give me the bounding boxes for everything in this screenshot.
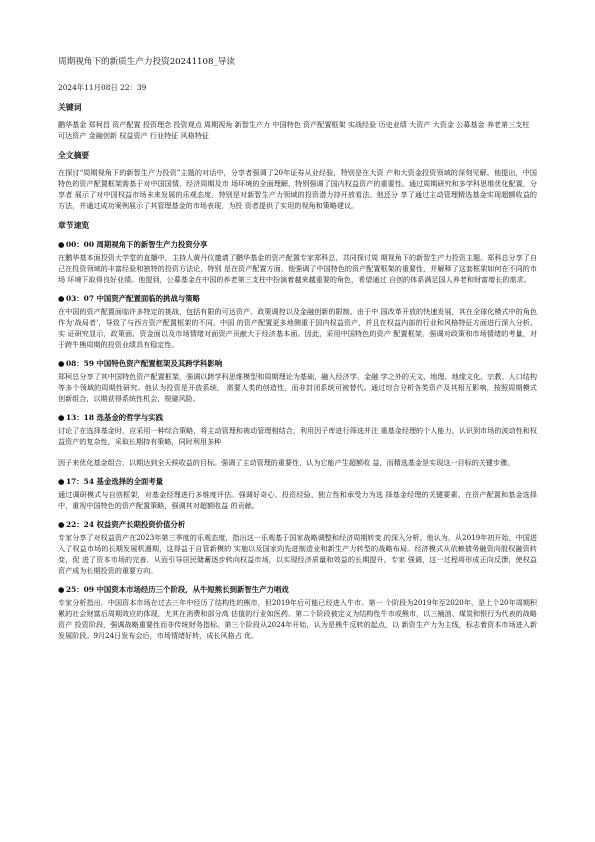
bullet-icon: ●	[58, 585, 65, 594]
chapter-title	[58, 239, 537, 250]
chapter-body: 郑柯总分享了其中国特色资产配置框架，强调以跨学科思维模型和周期理论为基础，融入经济学、金融 学之外的天文、地理、地缘文化、宗教、人口结构等多个领域的周期性研究。他认为投资是开放系统， 需要人类的创造性，而非封闭系统可被替代。通过综合分析各类资产及其相互影响，按照周期模式 创新组合，以期获得系统性机会，规避风险。	[58, 372, 537, 403]
chapter-body: 专家分享了对权益资产在2023年第三季度的乐观态度，指出这一乐观基于国家战略调整和经济周期转变 的深入分析。他认为，从2019年初开始，中国进入了权益市场的长期发展机遇期，这得益于自管新模的 实施以及国家向先进制造业和新生产力转型的战略布局。经济模式从依赖债务融资向股权融资转变，促 进了资本市场的完善，从而引导居民储蓄逐步转向权益市场，以实现经济质量和效益的长期提升。专家 强调，这一过程将形成正向反馈，使权益资产成为长期投资的重要方向。	[58, 533, 537, 575]
chapter-title	[58, 293, 537, 304]
chapter-title-text: 08：59 中国特色资产配置框架及其跨学科影响	[66, 359, 223, 368]
bullet-icon: ●	[58, 413, 65, 422]
chapters-heading: 章节速览	[58, 221, 90, 230]
chapter-title-text: 17：54 基金选择的全面考量	[66, 477, 164, 486]
chapter-body: 在中国的资产配置面临许多特定的挑战，包括有限的可达资产、政策调控以及金融创新的限制。由于中 国改革开放的快速发展，其在全球化模式中的角色作为‘战局者’，导致了与西方资产配置框架的不同。中国 的资产配置更多地侧重于国内权益资产，并且在权益内部的行业和风格特征方面进行深入分析。实 证研究显示，政策面、资金面以及市场情绪对面资产贡献大于经济基本面。因此，采用中国特色的资产 配置框架，强调对政策和市场情绪的考量，对于跨牛熊周期的投资业绩具有稳定性。	[58, 307, 537, 349]
chapter-title	[58, 476, 537, 487]
chapter-item	[58, 519, 537, 576]
chapter-title	[58, 358, 537, 369]
chapter-body: 专家分析指出，中国资本市场在过去三年中经历了结构性的熊市，但2019年后可能已经进入牛市。第一 个阶段为2019年至2020年，是上个20年周期积累的社会财富后周期效应的体现，尤其在消费和部分高 估值的行业如医药。第二个阶段被定义为结构性牛市或熊市，以三桶油、煤炭和银行为代表的战略资产 投资阶段，强调战略重要性而非传统财务指标。第三个阶段从2024年开始，认为是熊牛反转的起点，以 新资生产力为主线，标志着资本市场进入新发展阶段。9月24日发布会后，市场情绪好转，成长风格占 优。	[58, 598, 537, 640]
chapter-list	[58, 239, 537, 641]
bullet-icon: ●	[58, 240, 65, 249]
chapter-body-continued: 因子来优化基金组合，以期达到全天候收益的目标。强调了主动管理的重要性，认为它能产生超额收 益，而精选基金是实现这一目标的关键步骤。	[58, 458, 515, 467]
chapter-item	[58, 412, 537, 468]
document-title: 周期视角下的新质生产力投资20241108_导读	[58, 57, 235, 67]
chapter-title-text: 13：18 选基金的哲学与实践	[66, 413, 164, 422]
summary-heading: 全文摘要	[58, 151, 90, 160]
chapter-title-text: 25：09 中国资本市场经历三个阶段，从牛短熊长到新智生产力唱戏	[66, 585, 289, 594]
chapter-item	[58, 293, 537, 350]
bullet-icon: ●	[58, 294, 65, 303]
chapter-item	[58, 584, 537, 641]
bullet-icon: ●	[58, 359, 65, 368]
document-datetime: 2024年11月08日 22：39	[58, 83, 147, 92]
bullet-icon: ●	[58, 520, 65, 529]
bullet-icon: ●	[58, 477, 65, 486]
chapter-title	[58, 412, 537, 423]
chapter-item	[58, 239, 537, 285]
chapter-title-text: 00：00 周期视角下的新智生产力投资分享	[66, 240, 208, 249]
summary-text: 在探讨“周期视角下的新智生产力投资”主题的对话中，分享者强调了20年证券从业经验，特别是在大资 产和大资金投资领域的深刻见解。他提出，中国特色的资产配置框架需基于对中国国情、经济周期及市 场环境的全面理解，特别强调了国内权益资产的重要性。通过周期研究和多学科思维优化配置，分享者 展示了对中国权益市场未来发展的乐观态度，特别是对新智生产力领域的投资潜力持开放看法。他还分 享了通过主动管理精选基金实现超额收益的方法，并通过成功案例展示了其管理基金的市场表现，为投 资者提供了实用的视角和策略建议。	[58, 168, 537, 210]
keywords-text: 鹏华基金 郑柯昌 资产配置 投资理念 投资观点 周期视角 新智生产力 中国特色 资产配置框架 实战经验 历史业绩 大资产 大资金 公募基金 养老第三支柱 可达资产 金融创新 权益资产 行业特征 风格特征	[58, 120, 530, 140]
chapter-title	[58, 584, 537, 595]
chapter-title-text: 22：24 权益资产长期投资价值分析	[66, 520, 186, 529]
chapter-body: 通过调研模式与自创框架，对基金经理进行多维度评估。强调好奇心、投资经验、独立性和承受力为选 择基金经理的关键要素。在资产配置和基金选择中，重视中国特色的资产配置策略，强调其对超额收益 的贡献。	[58, 490, 537, 510]
chapter-title	[58, 519, 537, 530]
chapter-body: 在鹏华基本面投资大学堂的直播中，主持人黄丹仪邀请了鹏华基金的资产配置专家郑科总，共同探讨周 期视角下的新智生产力投资主题。郑科总分享了自己在投资领域的丰富经验和独特的投资方法论，特别 是在资产配置方面，他强调了中国特色的资产配置框架的重要性，并解释了这套框架如何在不同的市场 环境下取得良好业绩。他提到，公募基金在中国的养老第三支柱中扮演着越来越重要的角色，希望通过 自创的体系满足国人养老和财富增长的需求。	[58, 253, 537, 284]
chapter-item	[58, 358, 537, 404]
keywords-heading: 关键词	[58, 103, 82, 112]
chapter-item	[58, 476, 537, 511]
chapter-body: 讨论了在选择基金时，应采用一种综合策略，将主动管理和被动管理相结合，利用因子库进行筛选并注 重基金经理的个人能力。认识到市场的波动性和权益资产的复杂性，采取长期持有策略，同时利用多种	[58, 426, 537, 446]
chapter-title-text: 03：07 中国资产配置面临的挑战与策略	[66, 294, 201, 303]
